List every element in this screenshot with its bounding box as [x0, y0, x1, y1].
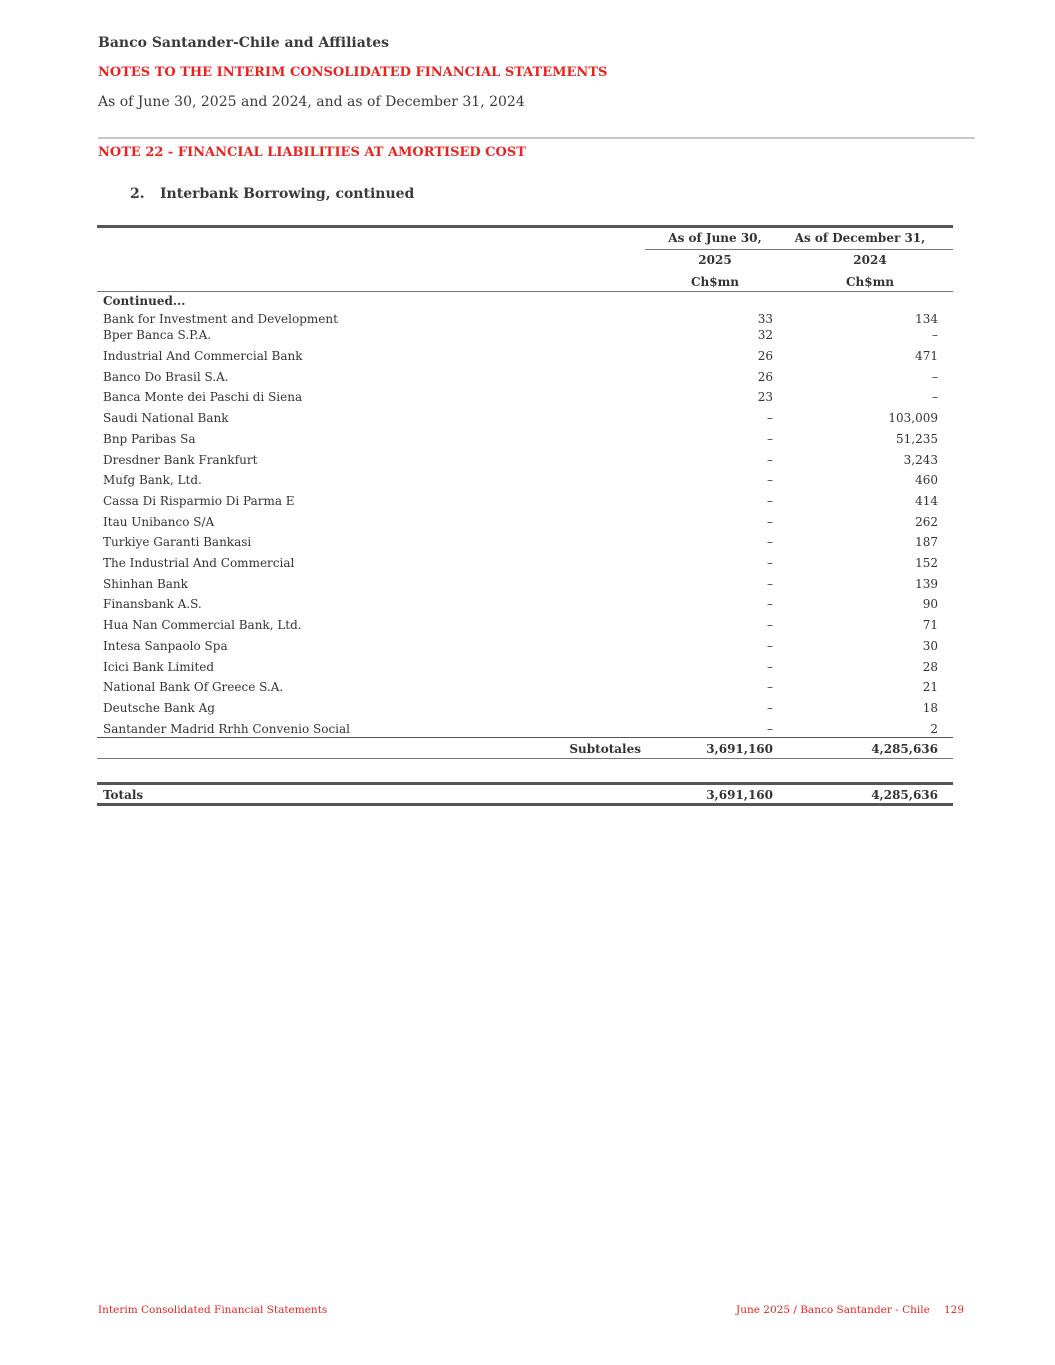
value-2025: –: [767, 514, 773, 529]
section-title: Interbank Borrowing, continued: [160, 186, 415, 202]
value-2024: 90: [922, 597, 938, 612]
section-number: 2.: [130, 186, 145, 202]
value-2024: 28: [922, 659, 938, 674]
value-2024: 51,235: [896, 431, 938, 446]
bank-name: Dresdner Bank Frankfurt: [103, 452, 258, 467]
value-2025: –: [767, 659, 773, 674]
bank-name: Bnp Paribas Sa: [103, 431, 196, 446]
value-2024: 187: [915, 535, 938, 550]
bank-name: Mufg Bank, Ltd.: [103, 473, 202, 488]
value-2024: 71: [922, 618, 938, 633]
section-heading: [130, 186, 414, 202]
value-2025: –: [767, 597, 773, 612]
value-2025: –: [767, 700, 773, 715]
total-label: Totals: [103, 788, 144, 802]
value-2025: –: [767, 556, 773, 570]
total-top-rule: [97, 782, 953, 785]
value-2024: –: [932, 369, 938, 384]
total-2024: 4,285,636: [871, 788, 938, 802]
bank-name: Turkiye Garanti Bankasi: [103, 535, 252, 550]
value-2024: 262: [915, 514, 938, 529]
bank-name: Saudi National Bank: [103, 411, 229, 426]
value-2024: 30: [922, 638, 938, 653]
header-divider: [98, 137, 975, 139]
interbank-borrowing-table: [97, 225, 953, 810]
value-2024: –: [932, 390, 938, 405]
col1-unit: Ch$mn: [690, 275, 740, 289]
value-2025: –: [767, 535, 773, 550]
value-2024: 3,243: [903, 452, 938, 467]
bank-name: Deutsche Bank Ag: [103, 700, 215, 715]
value-2024: 18: [922, 700, 938, 715]
value-2024: –: [932, 328, 938, 342]
value-2024: 471: [915, 349, 938, 363]
page-number: 129: [944, 1304, 965, 1316]
bank-name: Intesa Sanpaolo Spa: [103, 638, 228, 653]
value-2025: –: [767, 638, 773, 653]
col2-period: As of December 31,: [794, 231, 926, 245]
bank-name: Santander Madrid Rrhh Convenio Social: [103, 721, 350, 736]
bank-name: Hua Nan Commercial Bank, Ltd.: [103, 618, 302, 633]
continued-label: Continued...: [103, 294, 186, 308]
header-bottom-rule: [97, 291, 953, 292]
total-2025: 3,691,160: [706, 788, 773, 802]
note-title: NOTE 22 - FINANCIAL LIABILITIES AT AMORTISED COST: [98, 145, 526, 160]
value-2025: 23: [757, 390, 773, 405]
total-bottom-rule: [97, 803, 953, 806]
bank-name: Bper Banca S.P.A.: [103, 328, 212, 342]
col1-period: As of June 30,: [668, 231, 762, 245]
value-2025: –: [767, 576, 773, 591]
bank-name: Banca Monte dei Paschi di Siena: [103, 390, 303, 405]
bank-name: Cassa Di Risparmio Di Parma E: [103, 493, 295, 508]
bank-name: National Bank Of Greece S.A.: [103, 680, 284, 695]
value-2024: 414: [915, 493, 938, 508]
value-2025: 33: [757, 312, 773, 326]
footer-right: June 2025 / Banco Santander - Chile: [736, 1304, 930, 1316]
notes-title: NOTES TO THE INTERIM CONSOLIDATED FINANCIAL STATEMENTS: [98, 65, 608, 80]
value-2025: –: [767, 493, 773, 508]
bank-name: Bank for Investment and Development: [103, 312, 338, 326]
value-2025: 26: [757, 349, 773, 363]
bank-name: Industrial And Commercial Bank: [103, 349, 303, 363]
bank-name: Itau Unibanco S/A: [103, 514, 215, 529]
value-2024: 134: [915, 312, 938, 326]
bank-name: Icici Bank Limited: [103, 659, 215, 674]
col2-unit: Ch$mn: [845, 275, 895, 289]
footer-left: Interim Consolidated Financial Statements: [98, 1304, 328, 1316]
value-2024: 460: [915, 473, 938, 488]
subtotal-2025: 3,691,160: [706, 742, 773, 756]
bank-name: Finansbank A.S.: [103, 597, 202, 612]
value-2024: 152: [915, 556, 938, 570]
value-2025: –: [767, 721, 773, 736]
header-sub-rule: [645, 249, 953, 250]
bank-name: The Industrial And Commercial: [103, 556, 295, 570]
subtotal-bottom-rule: [97, 758, 953, 759]
subtotal-top-rule: [97, 737, 953, 738]
value-2025: 26: [757, 369, 773, 384]
col1-year: 2025: [698, 253, 732, 267]
value-2025: –: [767, 431, 773, 446]
value-2024: 139: [915, 576, 938, 591]
value-2025: 32: [757, 328, 773, 342]
as-of-date: As of June 30, 2025 and 2024, and as of December 31, 2024: [98, 94, 525, 110]
value-2025: –: [767, 618, 773, 633]
subtotal-2024: 4,285,636: [871, 742, 938, 756]
company-name: Banco Santander-Chile and Affiliates: [98, 35, 390, 51]
value-2025: –: [767, 452, 773, 467]
subtotal-label: Subtotales: [569, 742, 641, 756]
value-2025: –: [767, 473, 773, 488]
bank-name: Shinhan Bank: [103, 576, 188, 591]
value-2024: 21: [922, 680, 938, 695]
value-2024: 103,009: [888, 411, 938, 426]
value-2025: –: [767, 411, 773, 426]
table-top-rule: [97, 225, 953, 228]
bank-name: Banco Do Brasil S.A.: [103, 369, 229, 384]
value-2025: –: [767, 680, 773, 695]
col2-year: 2024: [853, 253, 887, 267]
value-2024: 2: [930, 721, 938, 736]
